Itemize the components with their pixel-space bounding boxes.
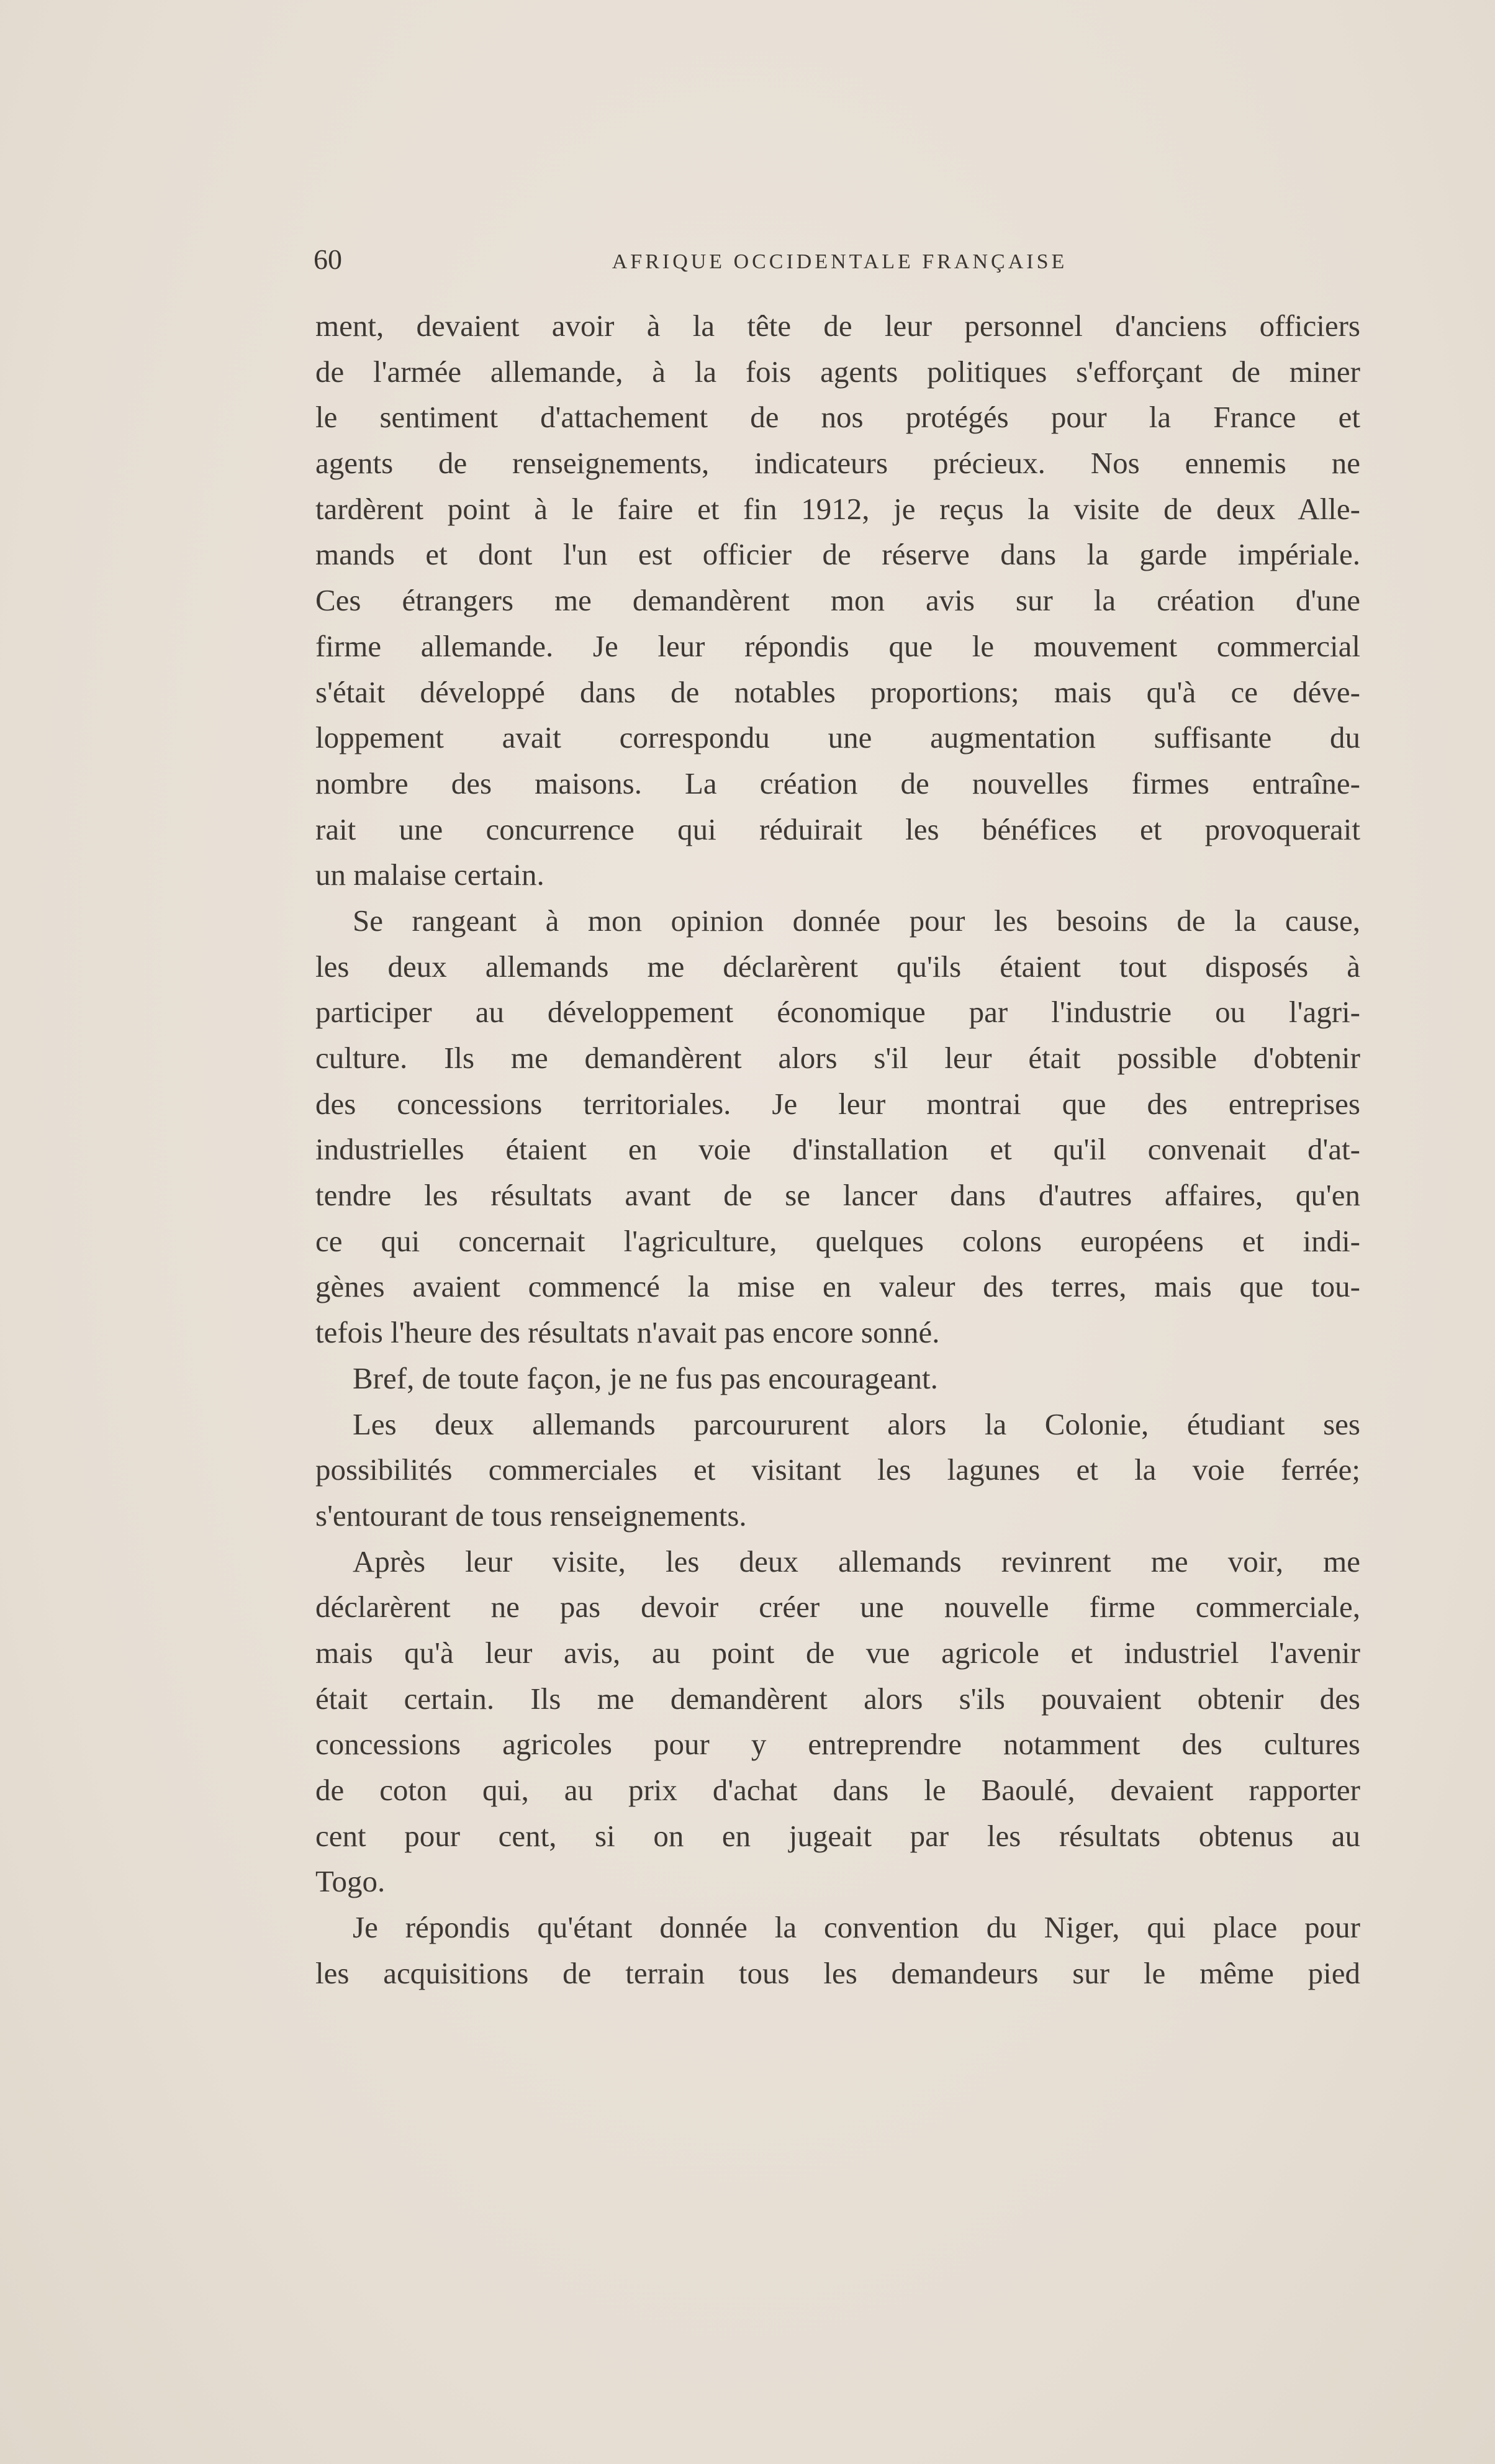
text-line: ment, devaient avoir à la tête de leur personnel d'anciens officiers [315,309,1360,343]
text-line: les deux allemands me déclarèrent qu'ils étaient tout disposés à [315,949,1360,984]
text-line: tefois l'heure des résultats n'avait pas encore sonné. [315,1315,940,1350]
text-line: rait une concurrence qui réduirait les bénéfices et provoquerait [315,812,1360,846]
text-line: les acquisitions de terrain tous les demandeurs sur le même pied [315,1955,1360,1990]
text-line: tendre les résultats avant de se lancer dans d'autres affaires, qu'en [315,1178,1360,1213]
text-line: Les deux allemands parcoururent alors la Colonie, étudiant ses [353,1406,1360,1441]
text-line: firme allemande. Je leur répondis que le mouvement commercial [315,628,1360,663]
text-line: cent pour cent, si on en jugeait par les résultats obtenus au [315,1818,1360,1853]
text-line: loppement avait correspondu une augmentation suffisante du [315,720,1360,755]
text-line: déclarèrent ne pas devoir créer une nouvelle firme commerciale, [315,1590,1360,1624]
text-line: était certain. Ils me demandèrent alors s'ils pouvaient obtenir des [315,1681,1360,1716]
text-line: nombre des maisons. La création de nouvelles firmes entraîne- [315,766,1360,800]
text-line: culture. Ils me demandèrent alors s'il leur était possible d'obtenir [315,1041,1360,1075]
text-line: possibilités commerciales et visitant les lagunes et la voie ferrée; [315,1452,1360,1487]
body-text [315,303,1360,1996]
text-line: Après leur visite, les deux allemands revinrent me voir, me [353,1544,1360,1578]
text-line: Bref, de toute façon, je ne fus pas encourageant. [353,1361,938,1395]
text-line: mais qu'à leur avis, au point de vue agricole et industriel l'avenir [315,1635,1360,1670]
text-line: de coton qui, au prix d'achat dans le Baoulé, devaient rapporter [315,1773,1360,1807]
text-line: agents de renseignements, indicateurs précieux. Nos ennemis ne [315,446,1360,481]
text-line: mands et dont l'un est officier de réserve dans la garde impériale. [315,537,1360,572]
text-line: Se rangeant à mon opinion donnée pour les besoins de la cause, [353,903,1360,938]
text-line: Ces étrangers me demandèrent mon avis sur la création d'une [315,583,1360,618]
text-line: s'entourant de tous renseignements. [315,1498,747,1533]
page-header [314,241,1366,278]
text-line: le sentiment d'attachement de nos protégés pour la France et [315,400,1360,435]
text-line: des concessions territoriales. Je leur montrai que des entreprises [315,1086,1360,1121]
text-line: gènes avaient commencé la mise en valeur des terres, mais que tou- [315,1269,1360,1304]
text-line: concessions agricoles pour y entreprendre notamment des cultures [315,1727,1360,1762]
text-line: s'était développé dans de notables proportions; mais qu'à ce déve- [315,674,1360,709]
text-line: Je répondis qu'étant donnée la convention du Niger, qui place pour [353,1910,1360,1945]
text-line: participer au développement économique par l'industrie ou l'agri- [315,995,1360,1030]
text-line: industrielles étaient en voie d'installation et qu'il convenait d'at- [315,1132,1360,1167]
text-line: Togo. [315,1864,386,1899]
text-line: un malaise certain. [315,858,544,892]
text-line: tardèrent point à le faire et fin 1912, je reçus la visite de deux Alle- [315,491,1360,526]
text-line: ce qui concernait l'agriculture, quelques colons européens et indi- [315,1223,1360,1258]
text-line: de l'armée allemande, à la fois agents politiques s'efforçant de miner [315,354,1360,389]
running-title: AFRIQUE OCCIDENTALE FRANÇAISE [612,250,1068,273]
page-number: 60 [314,243,342,275]
